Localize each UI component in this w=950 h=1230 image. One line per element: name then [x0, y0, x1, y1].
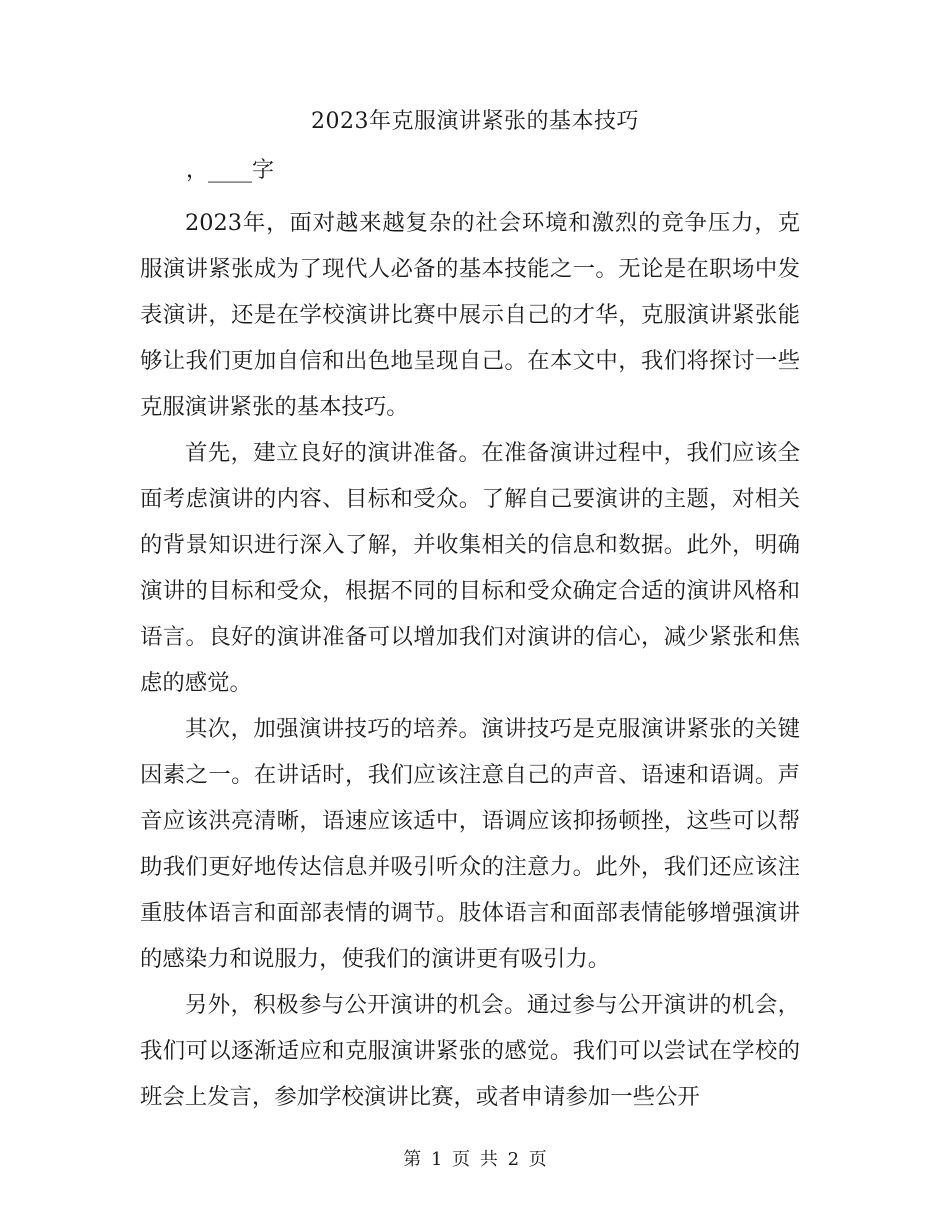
- page-number-footer: 第 1 页 共 2 页: [403, 1149, 547, 1170]
- document-body: [140, 200, 800, 1120]
- paragraph-practice: 另外，积极参与公开演讲的机会。通过参与公开演讲的机会，我们可以逐渐适应和克服演讲紧张的感觉。我们可以尝试在学校的班会上发言，参加学校演讲比赛，或者申请参加一些公开: [140, 992, 800, 1110]
- paragraph-intro: 2023年，面对越来越复杂的社会环境和激烈的竞争压力，克服演讲紧张成为了现代人必备的基本技能之一。无论是在职场中发表演讲，还是在学校演讲比赛中展示自己的才华，克服演讲紧张能够让我们更加自信和出色地呈现自己。在本文中，我们将探讨一些克服演讲紧张的基本技巧。: [140, 210, 800, 420]
- word-count-line: ，____字: [186, 158, 275, 183]
- paragraph-preparation: 首先，建立良好的演讲准备。在准备演讲过程中，我们应该全面考虑演讲的内容、目标和受众。了解自己要演讲的主题，对相关的背景知识进行深入了解，并收集相关的信息和数据。此外，明确演讲的目标和受众，根据不同的目标和受众确定合适的演讲风格和语言。良好的演讲准备可以增加我们对演讲的信心，减少紧张和焦虑的感觉。: [140, 440, 800, 696]
- document-title: 2023年克服演讲紧张的基本技巧: [311, 109, 639, 134]
- paragraph-skills: 其次，加强演讲技巧的培养。演讲技巧是克服演讲紧张的关键因素之一。在讲话时，我们应该注意自己的声音、语速和语调。声音应该洪亮清晰，语速应该适中，语调应该抑扬顿挫，这些可以帮助我们更好地传达信息并吸引听众的注意力。此外，我们还应该注重肢体语言和面部表情的调节。肢体语言和面部表情能够增强演讲的感染力和说服力，使我们的演讲更有吸引力。: [140, 716, 800, 972]
